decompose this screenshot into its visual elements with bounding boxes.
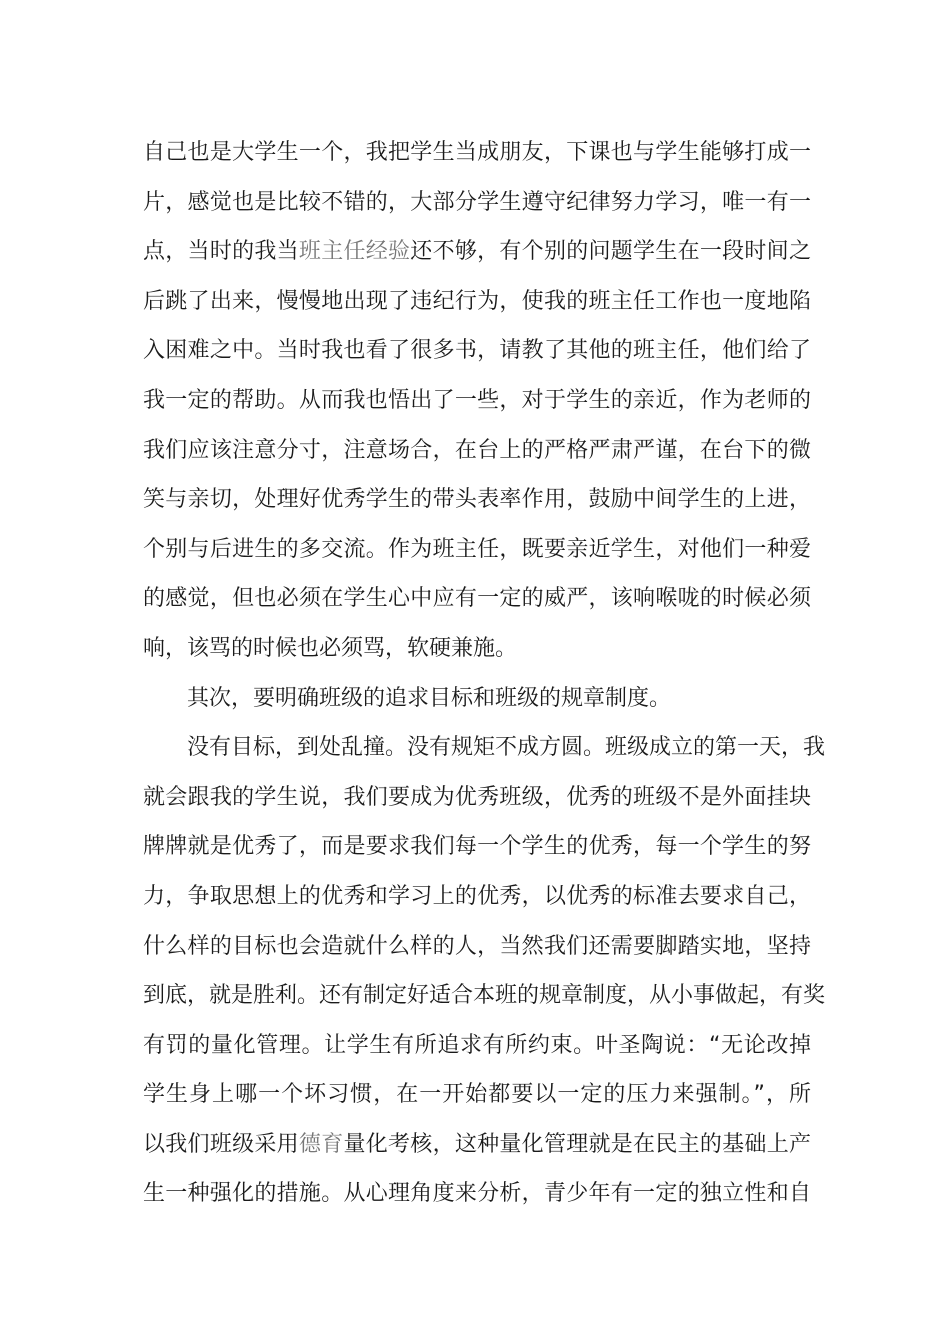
text-line (143, 326, 811, 376)
text-line (143, 1120, 811, 1170)
text-line (143, 1169, 811, 1219)
text-line (143, 674, 811, 724)
text-line (143, 1021, 811, 1071)
text-segment: 力，争取思想上的优秀和学习上的优秀，以优秀的标准去要求自己， (143, 883, 811, 909)
text-segment: 牌牌就是优秀了，而是要求我们每一个学生的优秀，每一个学生的努 (143, 834, 811, 860)
text-segment: 就会跟我的学生说，我们要成为优秀班级，优秀的班级不是外面挂块 (143, 784, 811, 810)
text-segment: 什么样的目标也会造就什么样的人，当然我们还需要脚踏实地，坚持 (143, 933, 811, 959)
body-text (143, 128, 826, 1219)
text-line (143, 574, 811, 624)
text-line (143, 922, 811, 972)
text-line (143, 773, 811, 823)
text-segment: 点，当时的我当 (143, 239, 299, 265)
text-segment: 没有目标，到处乱撞。没有规矩不成方圆。班级成立的第一天，我 (187, 735, 826, 761)
text-line (143, 971, 826, 1021)
text-line (143, 426, 811, 476)
text-segment: 笑与亲切，处理好优秀学生的带头表率作用，鼓励中间学生的上进， (143, 487, 811, 513)
text-line (143, 525, 811, 575)
text-segment: 学生身上哪一个坏习惯，在一开始都要以一定的压力来强制。”，所 (143, 1082, 811, 1108)
text-line (143, 128, 811, 178)
text-segment: 我们应该注意分寸，注意场合，在台上的严格严肃严谨，在台下的微 (143, 437, 811, 463)
text-line (143, 376, 811, 426)
text-segment: 有罚的量化管理。让学生有所追求有所约束。叶圣陶说：“无论改掉 (143, 1032, 811, 1058)
text-line (143, 178, 811, 228)
text-segment: 到底，就是胜利。还有制定好适合本班的规章制度，从小事做起，有奖 (143, 983, 826, 1009)
text-segment: 个别与后进生的多交流。作为班主任，既要亲近学生，对他们一种爱 (143, 536, 811, 562)
keyword-link[interactable]: 班主任经验 (298, 239, 411, 265)
text-segment: 后跳了出来，慢慢地出现了违纪行为，使我的班主任工作也一度地陷 (143, 288, 811, 314)
text-line (143, 277, 811, 327)
text-segment: 自己也是大学生一个，我把学生当成朋友，下课也与学生能够打成一 (143, 140, 811, 165)
text-segment: 还不够，有个别的问题学生在一段时间之 (410, 239, 811, 265)
text-segment: 入困难之中。当时我也看了很多书，请教了其他的班主任，他们给了 (143, 338, 811, 364)
text-segment: 量化考核，这种量化管理就是在民主的基础上产 (343, 1131, 811, 1157)
text-segment: 生一种强化的措施。从心理角度来分析，青少年有一定的独立性和自 (143, 1181, 811, 1207)
keyword-link[interactable]: 德育 (298, 1131, 344, 1157)
text-line (143, 872, 811, 922)
text-line (143, 227, 811, 277)
text-segment: 片，感觉也是比较不错的，大部分学生遵守纪律努力学习，唯一有一 (143, 189, 811, 215)
text-line (143, 822, 811, 872)
text-segment: 我一定的帮助。从而我也悟出了一些，对于学生的亲近，作为老师的 (143, 387, 811, 413)
text-segment: 其次，要明确班级的追求目标和班级的规章制度。 (187, 685, 672, 711)
text-segment: 以我们班级采用 (143, 1131, 299, 1157)
text-line (143, 475, 811, 525)
text-line (143, 624, 811, 674)
text-segment: 响，该骂的时候也必须骂，软硬兼施。 (143, 635, 518, 661)
text-line (143, 1070, 811, 1120)
text-segment: 的感觉，但也必须在学生心中应有一定的威严，该响喉咙的时候必须 (143, 586, 811, 612)
text-line (143, 723, 826, 773)
